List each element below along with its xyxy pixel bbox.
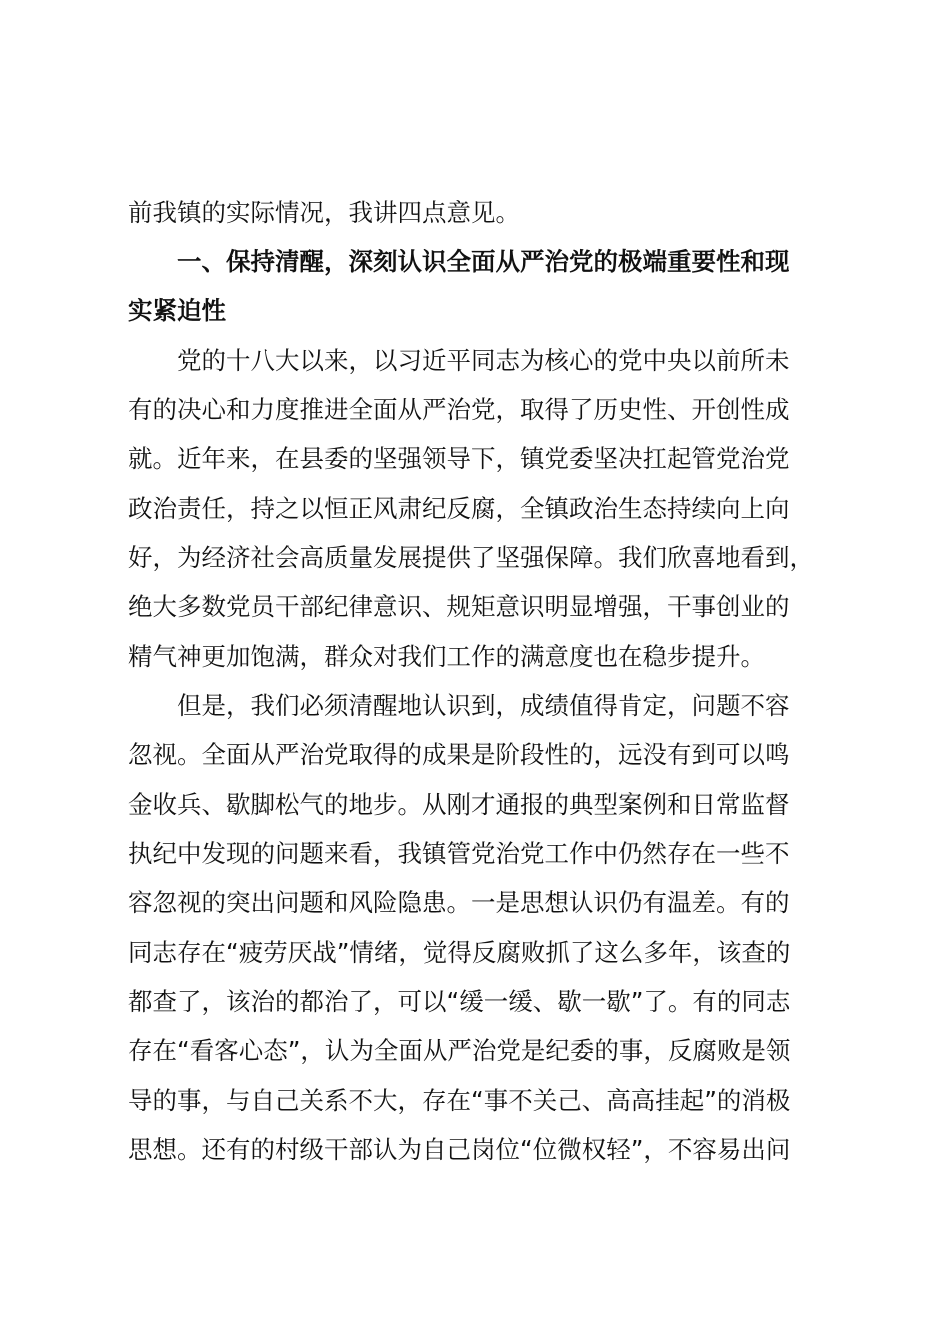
text-line: 但是，我们必须清醒地认识到，成绩值得肯定，问题不容 — [177, 691, 790, 720]
text-line: 存在“看客心态”，认为全面从严治党是纪委的事，反腐败是领 — [128, 1036, 791, 1065]
text-line: 就。近年来，在县委的坚强领导下，镇党委坚决扛起管党治党 — [128, 444, 790, 473]
text-line: 导的事，与自己关系不大，存在“事不关己、高高挂起”的消极 — [128, 1086, 791, 1115]
text-line: 执纪中发现的问题来看，我镇管党治党工作中仍然存在一些不 — [128, 839, 790, 868]
text-line: 绝大多数党员干部纪律意识、规矩意识明显增强，干事创业的 — [128, 592, 790, 621]
text-line: 忽视。全面从严治党取得的成果是阶段性的，远没有到可以鸣 — [128, 740, 790, 769]
section-heading-line: 实紧迫性 — [128, 296, 226, 325]
text-line: 党的十八大以来，以习近平同志为核心的党中央以前所未 — [177, 346, 790, 375]
text-line: 思想。还有的村级干部认为自己岗位“位微权轻”，不容易出问 — [128, 1135, 791, 1164]
section-heading-line: 一、保持清醒，深刻认识全面从严治党的极端重要性和现 — [177, 247, 790, 276]
text-line: 精气神更加饱满，群众对我们工作的满意度也在稳步提升。 — [128, 642, 765, 671]
text-line: 都查了，该治的都治了，可以“缓一缓、歇一歇”了。有的同志 — [128, 987, 791, 1016]
text-line: 有的决心和力度推进全面从严治党，取得了历史性、开创性成 — [128, 395, 790, 424]
text-line: 好，为经济社会高质量发展提供了坚强保障。我们欣喜地看到， — [128, 543, 814, 572]
text-line: 容忽视的突出问题和风险隐患。一是思想认识仍有温差。有的 — [128, 888, 790, 917]
text-line: 同志存在“疲劳厌战”情绪，觉得反腐败抓了这么多年，该查的 — [128, 938, 791, 967]
text-line: 金收兵、歇脚松气的地步。从刚才通报的典型案例和日常监督 — [128, 790, 790, 819]
text-line: 前我镇的实际情况，我讲四点意见。 — [128, 198, 520, 227]
text-line: 政治责任，持之以恒正风肃纪反腐，全镇政治生态持续向上向 — [128, 494, 790, 523]
